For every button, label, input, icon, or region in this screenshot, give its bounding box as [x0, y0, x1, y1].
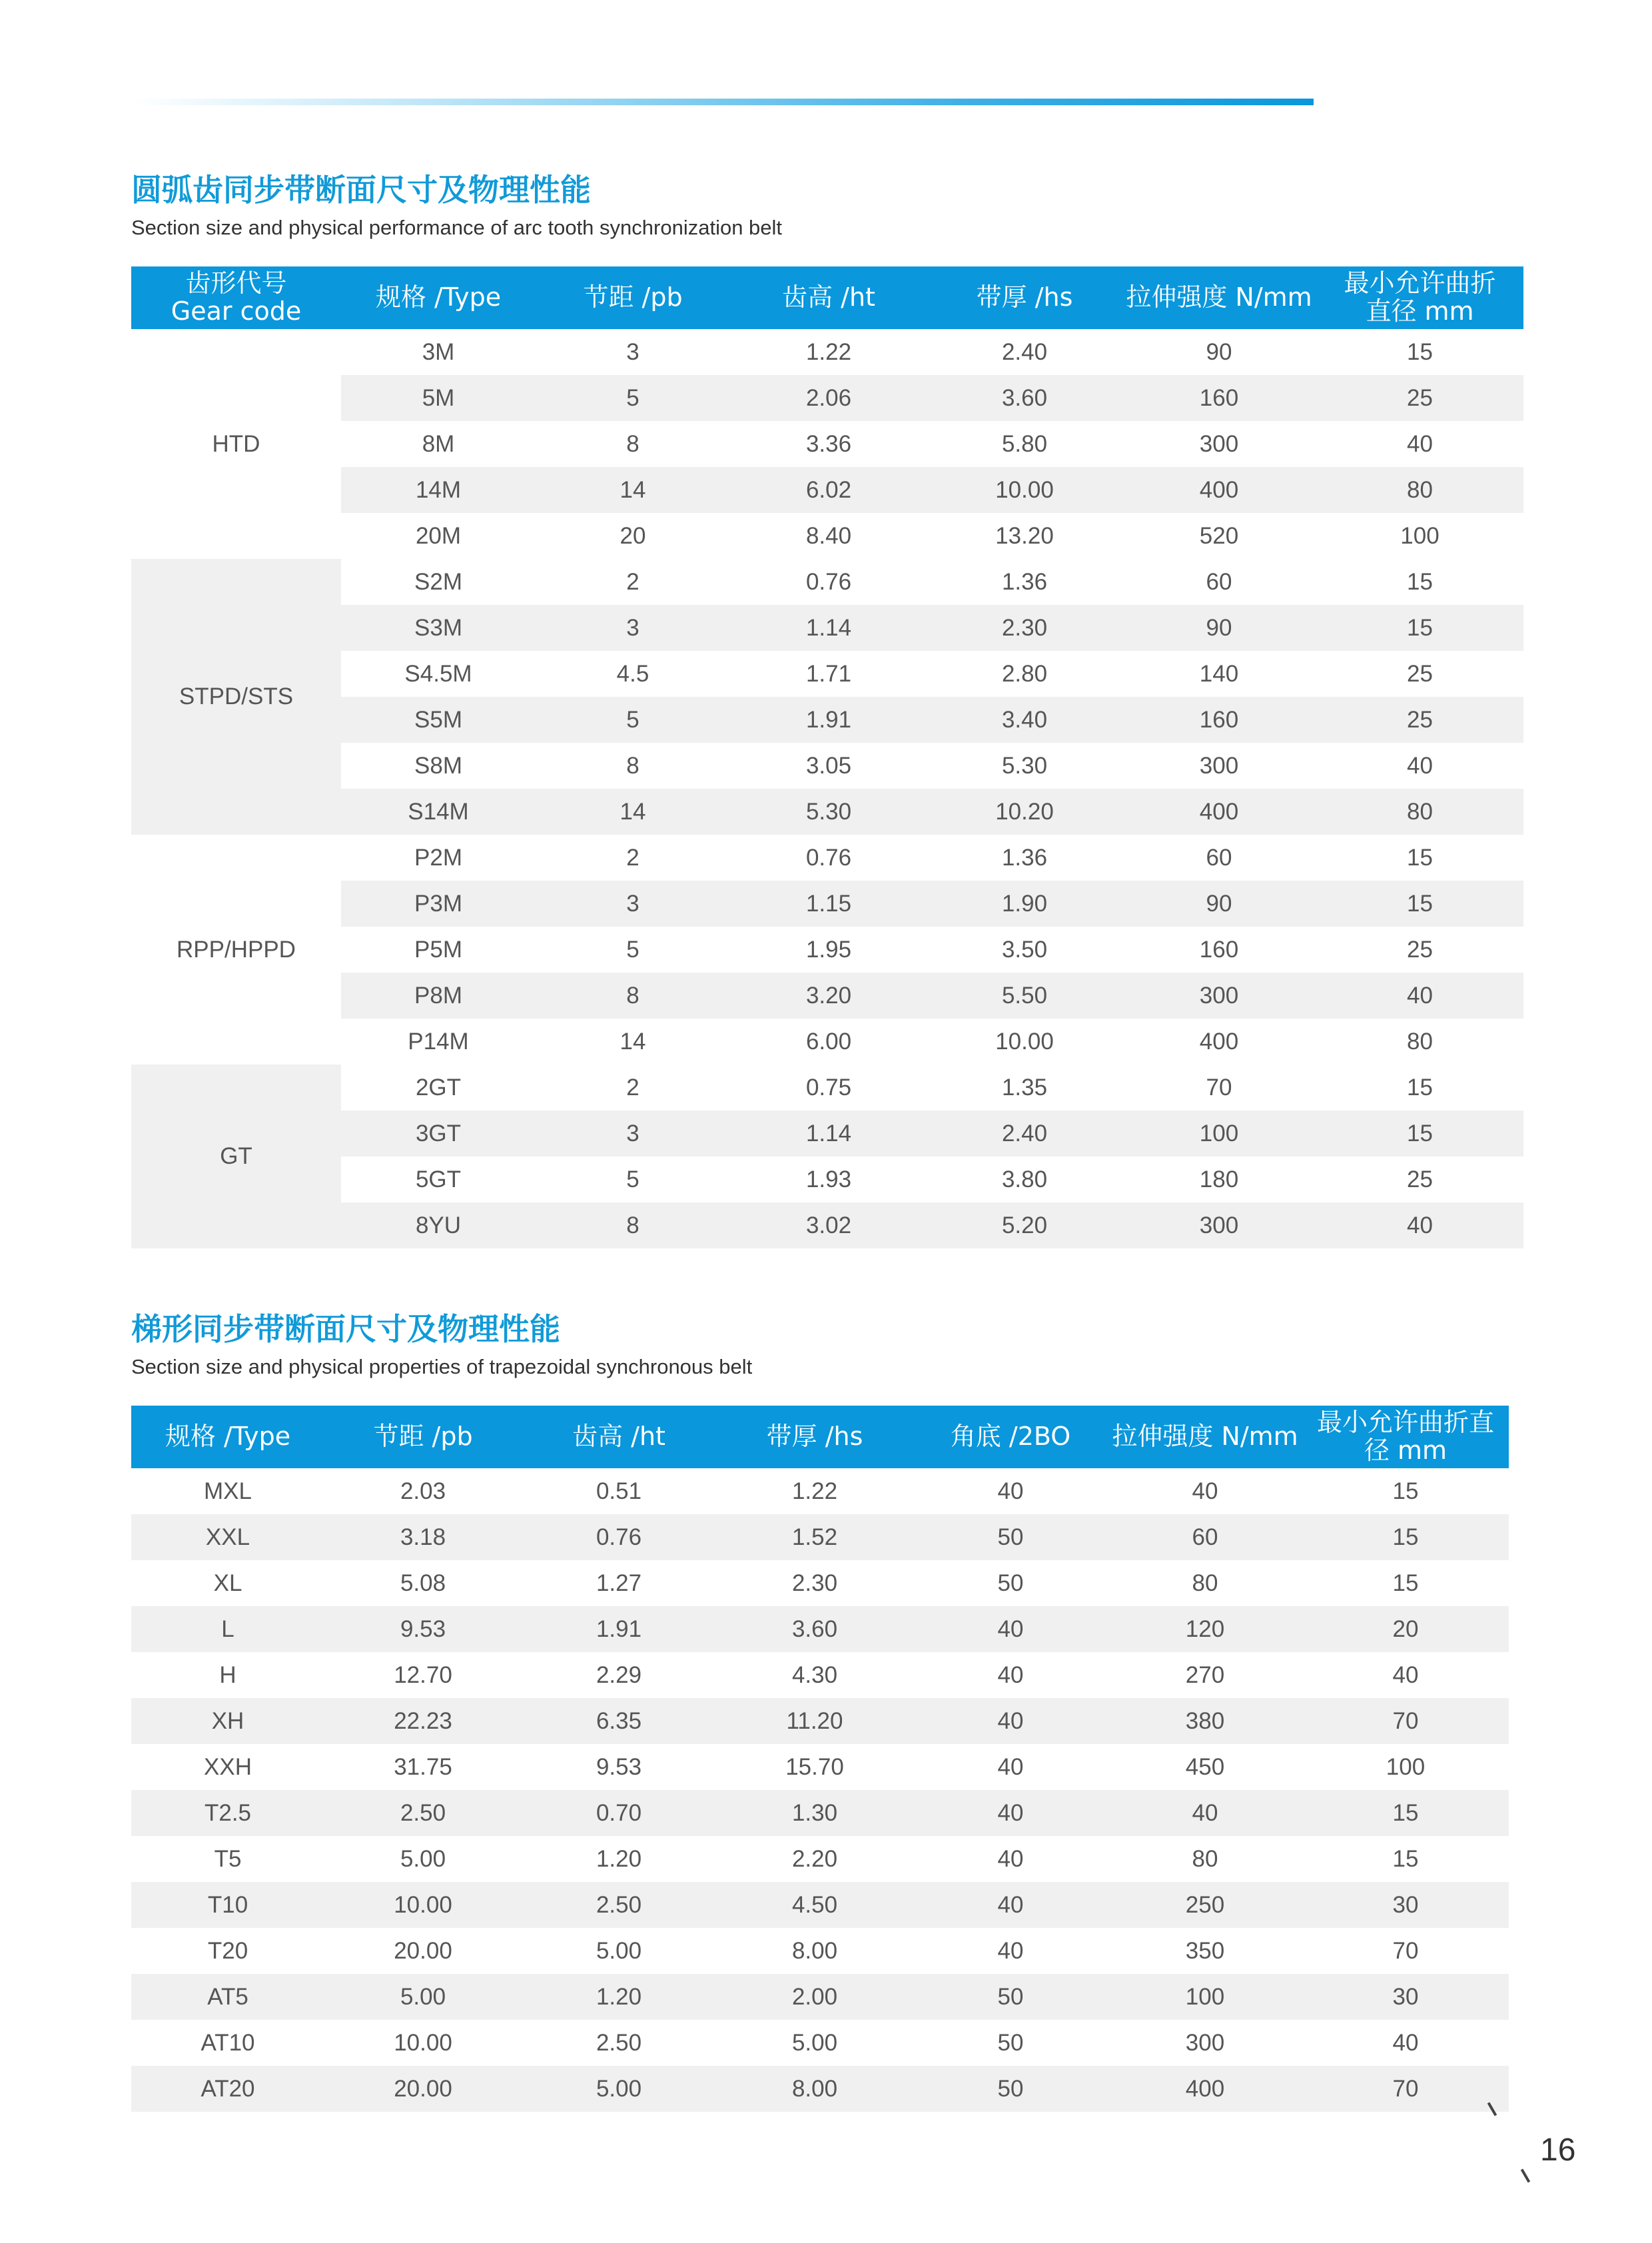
header-angle: 角底 /2BO — [913, 1406, 1108, 1468]
tooth-height-cell: 6.00 — [805, 1028, 852, 1055]
tooth-height-cell: 0.76 — [805, 844, 852, 871]
header-tooth-height: 齿高 /ht — [522, 1406, 716, 1468]
belt-thickness-cell: 2.30 — [791, 1570, 838, 1596]
belt-thickness-cell: 1.30 — [716, 1790, 913, 1836]
angle-cell: 40 — [997, 1937, 1024, 1964]
table-row — [131, 1790, 1509, 1836]
angle-cell: 50 — [913, 2066, 1108, 2112]
pitch-cell: 31.75 — [394, 1753, 452, 1780]
belt-thickness-cell: 10.00 — [927, 467, 1122, 513]
min-diameter-cell: 15 — [1407, 338, 1433, 365]
gear-code-cell: RPP/HPPD — [131, 835, 341, 1065]
min-diameter-cell: 25 — [1316, 697, 1523, 743]
tensile-strength-cell: 250 — [1108, 1882, 1302, 1928]
gear-code-cell: HTD — [131, 329, 341, 559]
tensile-strength-cell: 300 — [1199, 430, 1239, 457]
tensile-strength-cell: 80 — [1192, 1570, 1218, 1596]
pitch-cell: 2.03 — [400, 1478, 446, 1504]
min-diameter-cell: 15 — [1392, 1570, 1419, 1596]
angle-cell: 50 — [913, 1514, 1108, 1560]
tensile-strength-cell: 140 — [1199, 660, 1239, 687]
tooth-height-cell: 3.20 — [730, 973, 927, 1019]
header-pitch: 节距 /pb — [324, 1406, 522, 1468]
tooth-height-cell: 1.93 — [805, 1166, 852, 1192]
pitch-cell: 3.18 — [324, 1514, 522, 1560]
angle-cell: 40 — [997, 1845, 1024, 1872]
gear-code-cell: STPD/STS — [131, 559, 341, 835]
type-cell: T20 — [207, 1937, 248, 1964]
min-diameter-cell: 15 — [1316, 605, 1523, 651]
tensile-strength-cell: 160 — [1122, 697, 1316, 743]
section2-subtitle: Section size and physical properties of trapezoidal synchronous belt — [131, 1355, 753, 1378]
header-tensile-strength: 拉伸强度 N/mm — [1122, 266, 1316, 329]
tooth-height-cell: 1.95 — [805, 936, 852, 963]
type-cell: P2M — [414, 844, 462, 871]
min-diameter-cell: 15 — [1407, 568, 1433, 595]
belt-thickness-cell: 13.20 — [995, 522, 1054, 549]
belt-thickness-cell: 2.80 — [1001, 660, 1048, 687]
header-min-diameter-line2: 径 mm — [1364, 1436, 1447, 1465]
tensile-strength-cell: 350 — [1185, 1937, 1225, 1964]
tensile-strength-cell: 450 — [1185, 1753, 1225, 1780]
belt-thickness-cell: 3.50 — [1001, 936, 1048, 963]
tensile-strength-cell: 60 — [1206, 568, 1232, 595]
section2-title: 梯形同步带断面尺寸及物理性能 — [131, 1311, 560, 1347]
pitch-cell: 3 — [536, 1111, 730, 1156]
min-diameter-cell: 80 — [1407, 1028, 1433, 1055]
tensile-strength-cell: 100 — [1122, 1111, 1316, 1156]
belt-thickness-cell: 5.20 — [927, 1202, 1122, 1248]
min-diameter-cell: 100 — [1400, 522, 1440, 549]
belt-thickness-cell: 10.00 — [995, 1028, 1054, 1055]
tensile-strength-cell: 300 — [1122, 1202, 1316, 1248]
min-diameter-cell: 40 — [1392, 2029, 1419, 2056]
belt-thickness-cell: 2.20 — [791, 1845, 838, 1872]
type-cell: S14M — [341, 789, 536, 835]
min-diameter-cell: 15 — [1302, 1790, 1509, 1836]
pitch-cell: 5.00 — [324, 1974, 522, 2020]
header-gear-code-en: Gear code — [171, 296, 302, 326]
table-row — [131, 1928, 1509, 1974]
angle-cell: 40 — [913, 1882, 1108, 1928]
pitch-cell: 14 — [536, 789, 730, 835]
type-cell: 3GT — [341, 1111, 536, 1156]
tooth-height-cell: 1.14 — [730, 605, 927, 651]
tooth-height-cell: 5.00 — [522, 2066, 716, 2112]
belt-thickness-cell: 15.70 — [785, 1753, 844, 1780]
pitch-cell: 5.00 — [400, 1845, 446, 1872]
belt-thickness-cell: 11.20 — [716, 1698, 913, 1744]
pitch-cell: 4.5 — [616, 660, 649, 687]
angle-cell: 40 — [913, 1606, 1108, 1652]
type-cell: XH — [131, 1698, 324, 1744]
tooth-height-cell: 5.30 — [730, 789, 927, 835]
min-diameter-cell: 70 — [1392, 1937, 1419, 1964]
gear-code-cell: GT — [131, 1065, 341, 1248]
tensile-strength-cell: 180 — [1199, 1166, 1239, 1192]
header-tooth-height: 齿高 /ht — [730, 266, 927, 329]
section1-title: 圆弧齿同步带断面尺寸及物理性能 — [131, 172, 591, 208]
tensile-strength-cell: 60 — [1108, 1514, 1302, 1560]
tensile-strength-cell: 400 — [1108, 2066, 1302, 2112]
tooth-height-cell: 1.22 — [805, 338, 852, 365]
tensile-strength-cell: 120 — [1108, 1606, 1302, 1652]
table-row — [131, 1560, 1509, 1606]
pitch-cell: 3 — [626, 338, 639, 365]
min-diameter-cell: 25 — [1407, 660, 1433, 687]
belt-thickness-cell: 3.60 — [716, 1606, 913, 1652]
min-diameter-cell: 40 — [1392, 1661, 1419, 1688]
pitch-cell: 2 — [626, 844, 639, 871]
tooth-height-cell: 5.00 — [596, 1937, 642, 1964]
pitch-cell: 20 — [620, 522, 646, 549]
tensile-strength-cell: 520 — [1199, 522, 1239, 549]
table-row — [131, 1698, 1509, 1744]
belt-thickness-cell: 3.80 — [1001, 1166, 1048, 1192]
tensile-strength-cell: 40 — [1108, 1790, 1302, 1836]
header-min-diameter-line1: 最小允许曲折 — [1344, 268, 1496, 298]
header-type: 规格 /Type — [131, 1406, 324, 1468]
tensile-strength-cell: 300 — [1122, 973, 1316, 1019]
belt-thickness-cell: 5.50 — [927, 973, 1122, 1019]
tooth-height-cell: 3.36 — [805, 430, 852, 457]
pitch-cell: 2 — [626, 1074, 639, 1101]
pitch-cell: 3 — [536, 605, 730, 651]
tensile-strength-cell: 40 — [1192, 1478, 1218, 1504]
min-diameter-cell: 15 — [1392, 1845, 1419, 1872]
pitch-cell: 2.50 — [324, 1790, 522, 1836]
type-cell: 14M — [341, 467, 536, 513]
table-header-row — [131, 1406, 1509, 1468]
belt-thickness-cell: 5.00 — [791, 2029, 838, 2056]
type-cell: AT5 — [131, 1974, 324, 2020]
min-diameter-cell: 25 — [1407, 1166, 1433, 1192]
pitch-cell: 14 — [536, 467, 730, 513]
tensile-strength-cell: 60 — [1206, 844, 1232, 871]
tooth-height-cell: 8.40 — [805, 522, 852, 549]
tooth-height-cell: 2.29 — [596, 1661, 642, 1688]
belt-thickness-cell: 8.00 — [791, 1937, 838, 1964]
table-row — [131, 835, 1523, 881]
type-cell: L — [131, 1606, 324, 1652]
pitch-cell: 20.00 — [394, 1937, 452, 1964]
type-cell: P5M — [414, 936, 462, 963]
tensile-strength-cell: 380 — [1108, 1698, 1302, 1744]
pitch-cell: 22.23 — [324, 1698, 522, 1744]
tensile-strength-cell: 300 — [1185, 2029, 1225, 2056]
angle-cell: 40 — [997, 1478, 1024, 1504]
belt-thickness-cell: 8.00 — [716, 2066, 913, 2112]
tooth-height-cell: 0.51 — [596, 1478, 642, 1504]
section1-subtitle: Section size and physical performance of arc tooth synchronization belt — [131, 216, 783, 239]
table-row — [131, 329, 1523, 375]
table-row — [131, 559, 1523, 605]
pitch-cell: 5 — [626, 936, 639, 963]
belt-thickness-cell: 1.52 — [716, 1514, 913, 1560]
type-cell: H — [219, 1661, 236, 1688]
tensile-strength-cell: 100 — [1108, 1974, 1302, 2020]
belt-thickness-cell: 5.80 — [1001, 430, 1048, 457]
type-cell: S2M — [414, 568, 462, 595]
tensile-strength-cell: 400 — [1122, 789, 1316, 835]
min-diameter-cell: 70 — [1302, 2066, 1509, 2112]
header-tensile-strength: 拉伸强度 N/mm — [1108, 1406, 1302, 1468]
belt-thickness-cell: 1.90 — [927, 881, 1122, 927]
pitch-cell: 14 — [620, 1028, 646, 1055]
type-cell: S3M — [341, 605, 536, 651]
pitch-cell: 12.70 — [394, 1661, 452, 1688]
angle-cell: 50 — [913, 1974, 1108, 2020]
min-diameter-cell: 20 — [1302, 1606, 1509, 1652]
pitch-cell: 8 — [626, 430, 639, 457]
tensile-strength-cell: 270 — [1185, 1661, 1225, 1688]
type-cell: S8M — [414, 752, 462, 779]
type-cell: 5GT — [415, 1166, 462, 1192]
table-row — [131, 1744, 1509, 1790]
belt-thickness-cell: 1.36 — [1001, 844, 1048, 871]
angle-cell: 50 — [997, 2029, 1024, 2056]
table-header-row — [131, 266, 1523, 329]
tooth-height-cell: 1.91 — [730, 697, 927, 743]
page-tick-mark — [1521, 2168, 1530, 2182]
type-cell: AT10 — [201, 2029, 255, 2056]
min-diameter-cell: 15 — [1302, 1514, 1509, 1560]
belt-thickness-cell: 2.40 — [1001, 338, 1048, 365]
tooth-height-cell: 3.05 — [805, 752, 852, 779]
tooth-height-cell: 6.02 — [730, 467, 927, 513]
pitch-cell: 3 — [536, 881, 730, 927]
table-row — [131, 1836, 1509, 1882]
min-diameter-cell: 70 — [1302, 1698, 1509, 1744]
pitch-cell: 5.08 — [400, 1570, 446, 1596]
belt-thickness-cell: 1.36 — [1001, 568, 1048, 595]
type-cell: T5 — [214, 1845, 242, 1872]
tensile-strength-cell: 70 — [1206, 1074, 1232, 1101]
tooth-height-cell: 0.75 — [805, 1074, 852, 1101]
min-diameter-cell: 80 — [1316, 467, 1523, 513]
table-row — [131, 1882, 1509, 1928]
header-gear-code-cn: 齿形代号 — [185, 268, 287, 298]
angle-cell: 50 — [997, 1570, 1024, 1596]
type-cell: 2GT — [415, 1074, 462, 1101]
belt-thickness-cell: 1.35 — [1001, 1074, 1048, 1101]
type-cell: S4.5M — [404, 660, 472, 687]
type-cell: MXL — [204, 1478, 252, 1504]
pitch-cell: 10.00 — [394, 2029, 452, 2056]
min-diameter-cell: 30 — [1302, 1882, 1509, 1928]
min-diameter-cell: 25 — [1316, 375, 1523, 421]
pitch-cell: 5 — [536, 697, 730, 743]
belt-thickness-cell: 2.40 — [927, 1111, 1122, 1156]
min-diameter-cell: 30 — [1302, 1974, 1509, 2020]
pitch-cell: 8 — [626, 752, 639, 779]
tooth-height-cell: 1.20 — [596, 1845, 642, 1872]
belt-thickness-cell: 3.40 — [927, 697, 1122, 743]
table-row — [131, 2066, 1509, 2112]
tooth-height-cell: 0.70 — [522, 1790, 716, 1836]
angle-cell: 40 — [913, 1790, 1108, 1836]
pitch-cell: 9.53 — [324, 1606, 522, 1652]
tooth-height-cell: 0.76 — [805, 568, 852, 595]
header-min-diameter-line1: 最小允许曲折直 — [1316, 1408, 1494, 1438]
tensile-strength-cell: 80 — [1192, 1845, 1218, 1872]
tooth-height-cell: 1.14 — [730, 1111, 927, 1156]
header-pitch: 节距 /pb — [536, 266, 730, 329]
tooth-height-cell: 2.06 — [730, 375, 927, 421]
belt-thickness-cell: 2.30 — [927, 605, 1122, 651]
belt-thickness-cell: 5.30 — [1001, 752, 1048, 779]
tooth-height-cell: 6.35 — [522, 1698, 716, 1744]
belt-thickness-cell: 10.20 — [927, 789, 1122, 835]
tensile-strength-cell: 90 — [1206, 338, 1232, 365]
min-diameter-cell: 25 — [1407, 936, 1433, 963]
table-row — [131, 1065, 1523, 1111]
type-cell: XL — [213, 1570, 242, 1596]
pitch-cell: 8 — [536, 1202, 730, 1248]
pitch-cell: 2 — [626, 568, 639, 595]
min-diameter-cell: 15 — [1407, 844, 1433, 871]
min-diameter-cell: 80 — [1316, 789, 1523, 835]
table-row — [131, 2020, 1509, 2066]
angle-cell: 40 — [913, 1698, 1108, 1744]
type-cell: P14M — [408, 1028, 469, 1055]
belt-thickness-cell: 1.22 — [791, 1478, 838, 1504]
table-row — [131, 1652, 1509, 1698]
tensile-strength-cell: 90 — [1122, 605, 1316, 651]
type-cell: T10 — [131, 1882, 324, 1928]
belt-thickness-cell: 4.30 — [791, 1661, 838, 1688]
table-row — [131, 1514, 1509, 1560]
header-type: 规格 /Type — [341, 266, 536, 329]
type-cell: AT20 — [131, 2066, 324, 2112]
min-diameter-cell: 15 — [1316, 881, 1523, 927]
header-min-diameter — [1316, 266, 1523, 329]
tensile-strength-cell: 400 — [1199, 1028, 1239, 1055]
angle-cell: 40 — [997, 1753, 1024, 1780]
type-cell: 20M — [415, 522, 462, 549]
belt-thickness-cell: 3.60 — [927, 375, 1122, 421]
tooth-height-cell: 1.15 — [730, 881, 927, 927]
min-diameter-cell: 40 — [1316, 1202, 1523, 1248]
min-diameter-cell: 40 — [1316, 973, 1523, 1019]
table-row — [131, 1974, 1509, 2020]
tooth-height-cell: 9.53 — [596, 1753, 642, 1780]
tensile-strength-cell: 160 — [1199, 936, 1239, 963]
tensile-strength-cell: 400 — [1122, 467, 1316, 513]
pitch-cell: 5 — [536, 375, 730, 421]
top-accent-bar — [131, 99, 1314, 105]
min-diameter-cell: 100 — [1386, 1753, 1426, 1780]
type-cell: T2.5 — [131, 1790, 324, 1836]
pitch-cell: 10.00 — [324, 1882, 522, 1928]
header-min-diameter — [1302, 1406, 1509, 1468]
pitch-cell: 20.00 — [324, 2066, 522, 2112]
type-cell: 3M — [422, 338, 455, 365]
header-belt-thickness: 带厚 /hs — [927, 266, 1122, 329]
tooth-height-cell: 1.20 — [522, 1974, 716, 2020]
tensile-strength-cell: 90 — [1122, 881, 1316, 927]
tooth-height-cell: 2.50 — [522, 1882, 716, 1928]
tensile-strength-cell: 160 — [1122, 375, 1316, 421]
trapezoidal-belt-table — [131, 1406, 1509, 2112]
type-cell: 8YU — [341, 1202, 536, 1248]
type-cell: 8M — [422, 430, 455, 457]
table-row — [131, 1468, 1509, 1514]
tooth-height-cell: 2.50 — [596, 2029, 642, 2056]
type-cell: P3M — [341, 881, 536, 927]
tooth-height-cell: 1.71 — [805, 660, 852, 687]
min-diameter-cell: 15 — [1316, 1111, 1523, 1156]
pitch-cell: 5 — [626, 1166, 639, 1192]
page-number: 16 — [1540, 2132, 1576, 2168]
type-cell: S5M — [341, 697, 536, 743]
type-cell: XXH — [204, 1753, 252, 1780]
header-min-diameter-line2: 直径 mm — [1366, 296, 1474, 326]
belt-thickness-cell: 2.00 — [716, 1974, 913, 2020]
header-gear-code — [131, 266, 341, 329]
type-cell: XXL — [131, 1514, 324, 1560]
min-diameter-cell: 15 — [1407, 1074, 1433, 1101]
tooth-height-cell: 1.91 — [522, 1606, 716, 1652]
header-belt-thickness: 带厚 /hs — [716, 1406, 913, 1468]
min-diameter-cell: 40 — [1407, 752, 1433, 779]
pitch-cell: 8 — [536, 973, 730, 1019]
min-diameter-cell: 15 — [1392, 1478, 1419, 1504]
angle-cell: 40 — [997, 1661, 1024, 1688]
type-cell: P8M — [341, 973, 536, 1019]
tooth-height-cell: 0.76 — [522, 1514, 716, 1560]
tooth-height-cell: 1.27 — [596, 1570, 642, 1596]
belt-thickness-cell: 4.50 — [716, 1882, 913, 1928]
min-diameter-cell: 40 — [1407, 430, 1433, 457]
table-row — [131, 1606, 1509, 1652]
type-cell: 5M — [341, 375, 536, 421]
arc-tooth-belt-table — [131, 266, 1523, 1248]
tooth-height-cell: 3.02 — [730, 1202, 927, 1248]
tensile-strength-cell: 300 — [1199, 752, 1239, 779]
